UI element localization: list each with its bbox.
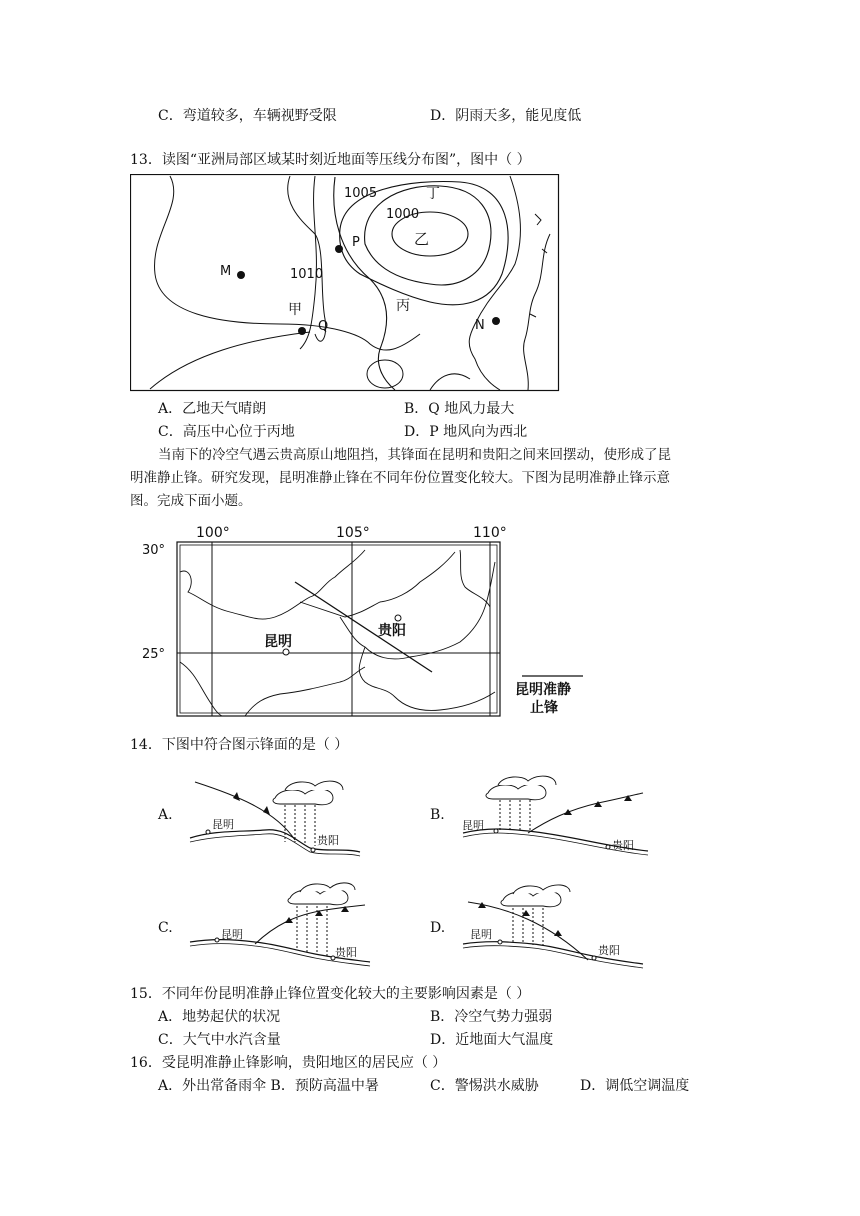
label-q: Q [318, 319, 329, 334]
point-n [492, 317, 500, 325]
isobar-1005-label: 1005 [344, 186, 378, 201]
point-m [237, 271, 245, 279]
legend-line-2: 止锋 [530, 700, 558, 716]
q13-stem: 13．读图“亚洲局部区域某时刻近地面等压线分布图”，图中（ ） [130, 152, 531, 168]
label-ding: 丁 [426, 186, 440, 202]
isobar-1010-label: 1010 [290, 267, 324, 282]
q15-option-c: C．大气中水汽含量 [158, 1032, 281, 1048]
q15-option-a: A．地势起伏的状况 [158, 1009, 281, 1025]
q14-diagram-b [458, 765, 658, 865]
legend-line-1: 昆明准静 [515, 682, 571, 698]
city-guiyang: 贵阳 [378, 623, 406, 639]
passage-line-3: 图。完成下面小题。 [130, 493, 252, 509]
passage-line-2: 明准静止锋。研究发现，昆明准静止锋在不同年份位置变化较大。下图为昆明准静止锋示意 [130, 470, 670, 486]
label-p: P [352, 235, 360, 250]
q15-stem: 15．不同年份昆明准静止锋位置变化较大的主要影响因素是（ ） [130, 986, 531, 1002]
front-map [140, 522, 600, 722]
q16-option-c: C．警惕洪水威胁 [430, 1078, 539, 1094]
q14-stem: 14．下图中符合图示锋面的是（ ） [130, 737, 349, 753]
isobar-map [130, 174, 560, 392]
label-bing: 丙 [396, 298, 410, 314]
q14b-guiyang: 贵阳 [612, 839, 634, 852]
q14c-kunming: 昆明 [221, 928, 243, 941]
q16-option-d: D．调低空调温度 [580, 1078, 690, 1094]
q14c-guiyang: 贵阳 [335, 946, 357, 959]
q14-diagram-d [458, 878, 648, 973]
q14a-kunming: 昆明 [212, 818, 234, 831]
q12-option-d: D．阴雨天多，能见度低 [430, 108, 582, 124]
isobar-1000-label: 1000 [386, 207, 420, 222]
q14-option-b-label: B. [430, 807, 445, 823]
label-n: N [475, 318, 485, 333]
q14-option-a-label: A. [158, 807, 173, 823]
q15-option-b: B．冷空气势力强弱 [430, 1009, 553, 1025]
q13-option-c: C．高压中心位于丙地 [158, 424, 295, 440]
q13-option-a: A．乙地天气晴朗 [158, 401, 267, 417]
q15-option-d: D．近地面大气温度 [430, 1032, 554, 1048]
q13-option-b: B．Q 地风力最大 [404, 401, 515, 417]
q13-option-d: D．P 地风向为西北 [404, 424, 528, 440]
q14-diagram-a [185, 770, 365, 860]
passage-line-1: 当南下的冷空气遇云贵高原山地阻挡，其锋面在昆明和贵阳之间来回摆动，使形成了昆 [158, 447, 671, 463]
lon-105-label: 105° [336, 525, 370, 541]
q14-option-c-label: C. [158, 920, 173, 936]
q14b-kunming: 昆明 [462, 819, 484, 832]
label-jia: 甲 [288, 302, 302, 318]
lon-110-label: 110° [473, 525, 507, 541]
q14d-kunming: 昆明 [470, 928, 492, 941]
point-p [335, 245, 343, 253]
q16-option-a-b: A．外出常备雨伞 B．预防高温中暑 [158, 1078, 379, 1094]
q14d-guiyang: 贵阳 [598, 944, 620, 957]
lon-100-label: 100° [196, 525, 230, 541]
q12-option-c: C．弯道较多，车辆视野受限 [158, 108, 337, 124]
lat-30-label: 30° [142, 543, 166, 558]
q14-option-d-label: D. [430, 920, 446, 936]
label-m: M [220, 264, 232, 279]
q16-stem: 16．受昆明准静止锋影响，贵阳地区的居民应（ ） [130, 1055, 447, 1071]
q14-diagram-c [185, 880, 375, 970]
q14a-guiyang: 贵阳 [317, 834, 339, 847]
city-kunming: 昆明 [264, 634, 292, 650]
label-yi: 乙 [414, 230, 430, 248]
lat-25-label: 25° [142, 647, 166, 662]
point-q [298, 327, 306, 335]
